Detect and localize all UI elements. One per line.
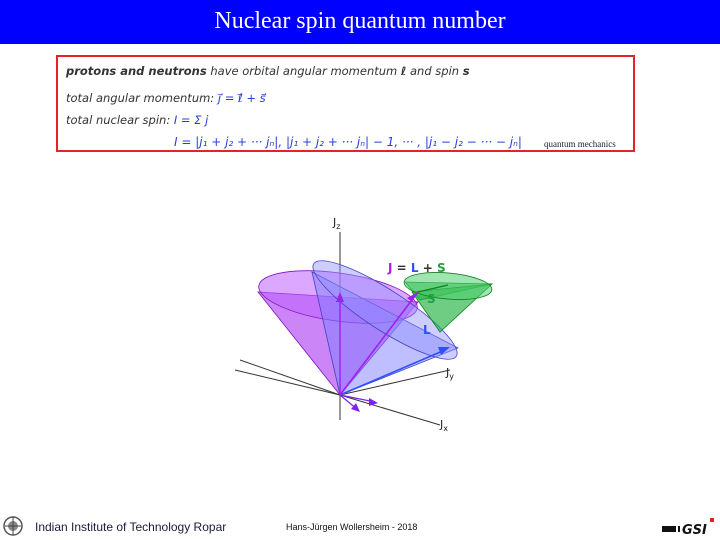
and-spin-text: and spin xyxy=(406,64,463,78)
jx-base-arrowhead xyxy=(351,403,360,412)
total-angular-momentum-label: total angular momentum: xyxy=(66,91,218,105)
total-nuclear-spin-formula: I = Σ j xyxy=(173,113,209,127)
angular-momentum-cone-diagram xyxy=(230,210,510,440)
l-symbol: ℓ xyxy=(400,64,407,78)
equation-label: J = L + S xyxy=(388,261,446,275)
jz-label: $J_z$ xyxy=(333,216,341,231)
total-angular-momentum-formula: j⃗ = ℓ⃗ + s⃗ xyxy=(217,91,266,105)
formula-box xyxy=(56,55,635,152)
gsi-logo xyxy=(632,514,720,540)
institute-name: Indian Institute of Technology Ropar xyxy=(35,520,227,534)
jx-label: $J_x$ xyxy=(440,418,448,433)
formula-line-2 xyxy=(66,91,266,105)
jy-label: $J_y$ xyxy=(446,366,454,381)
author-credit: Hans-Jürgen Wollersheim - 2018 xyxy=(286,522,418,532)
s-vector-label: S xyxy=(427,292,436,306)
total-nuclear-spin-label: total nuclear spin: xyxy=(66,113,174,127)
l-vector-label: L xyxy=(423,323,431,337)
iit-ropar-logo-icon xyxy=(2,514,24,538)
page-title: Nuclear spin quantum number xyxy=(214,8,506,34)
formula-line-4: I = |j₁ + j₂ + ··· jₙ|, |j₁ + j₂ + ··· jₙ| − 1, ··· , |j₁ − j₂ − ··· − jₙ| xyxy=(174,135,522,149)
quantum-mechanics-note: quantum mechanics xyxy=(544,139,616,149)
s-symbol: s xyxy=(462,64,470,78)
orbital-text: have orbital angular momentum xyxy=(206,64,401,78)
svg-text:GSI: GSI xyxy=(682,523,707,538)
protons-neutrons-text: protons and neutrons xyxy=(66,64,207,78)
formula-line-1 xyxy=(66,64,470,78)
formula-line-3 xyxy=(66,113,208,127)
